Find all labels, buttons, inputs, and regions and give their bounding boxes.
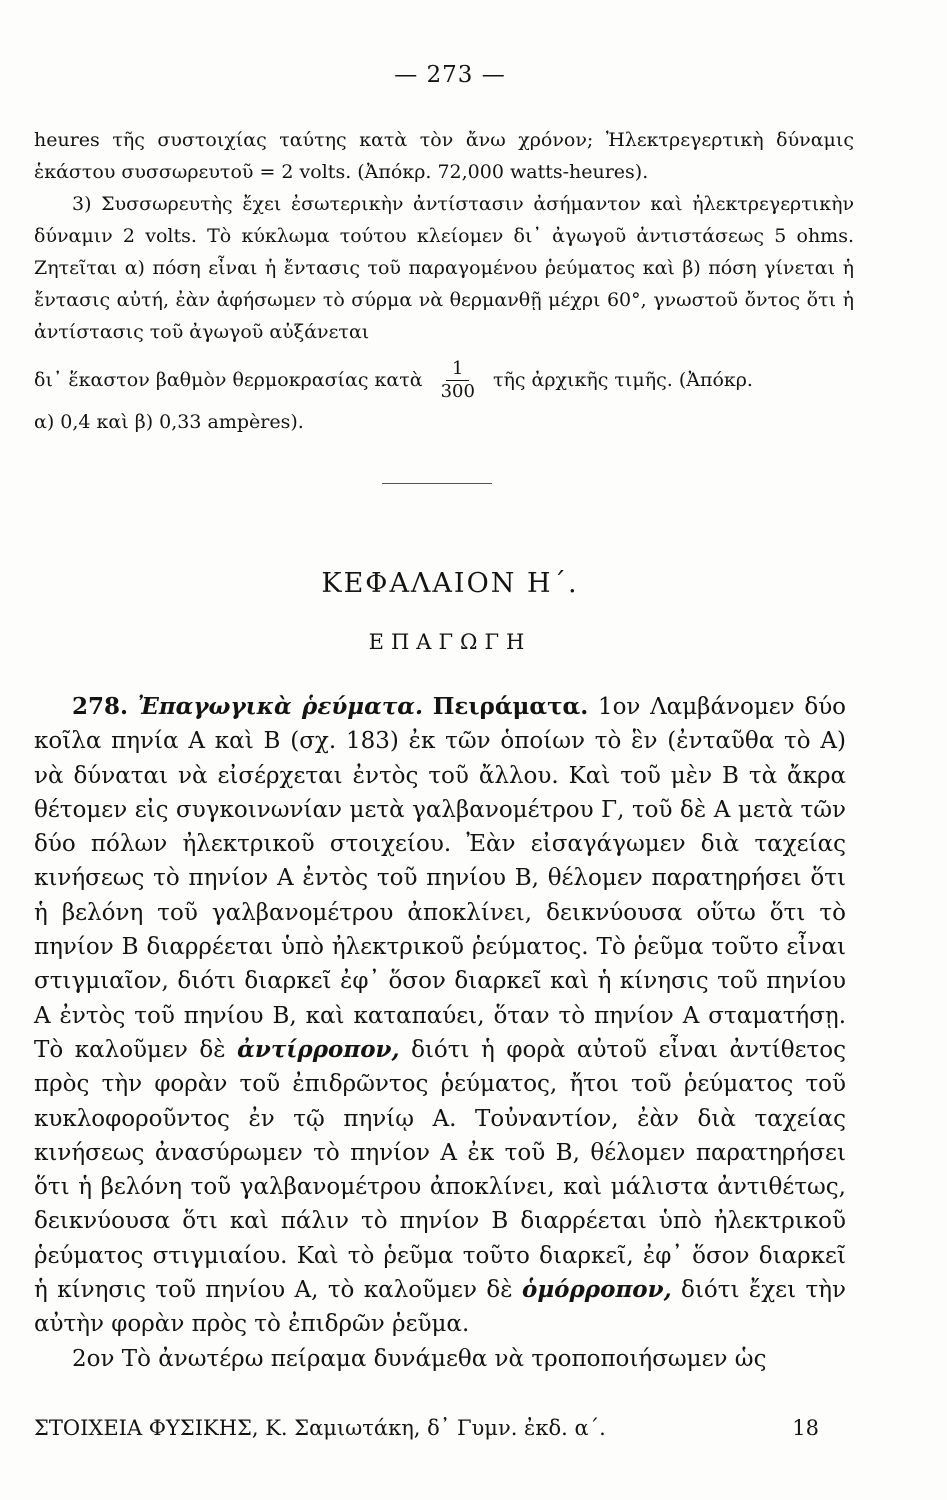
section-title: Ἐπαγωγικὰ ῥεύματα. [137, 693, 424, 720]
section-body [34, 690, 846, 1376]
section-divider [382, 483, 492, 484]
fraction [435, 358, 481, 403]
exercise-3-text: 3) Συσσωρευτὴς ἔχει ἐσωτερικὴν ἀντίστασιν ἀσήμαντον καὶ ἠλεκτρεγερτικὴν δύναμιν 2 volts. Τὸ κύκλωμα τούτου κλείομεν δι᾿ ἀγωγοῦ ἀντιστάσεως 5 ohms. Ζητεῖται α) πόση εἶναι ἡ ἔντασις τοῦ παραγομένου ῥεύματος καὶ β) πόση γίνεται ἡ ἔντασις αὐτή, ἐὰν ἀφήσωμεν τὸ σύρμα νὰ θερμανθῇ μέχρι 60°, γνωστοῦ ὄντος ὅτι ἡ ἀντίστασις τοῦ ἀγωγοῦ αὐξάνεται [34, 193, 854, 343]
fraction-preceding-text: δι᾿ ἕκαστον βαθμὸν θερμοκρασίας κατὰ [34, 369, 423, 391]
fraction-denominator: 300 [440, 380, 475, 402]
section-experiments-heading: Πειράματα. [432, 693, 589, 720]
footer-book-title: ΣΤΟΙΧΕΙΑ ΦΥΣΙΚΗΣ, Κ. Σαμιωτάκη, δ᾿ Γυμν. ἐκδ. α΄. [34, 1416, 606, 1440]
exercise-block [34, 124, 854, 438]
exercise-3-fraction-line [34, 354, 854, 406]
section-paragraph-1 [34, 690, 846, 1342]
paragraph-text-end: διότι ἔχει τὴν αὐτὴν φορὰν πρὸς τὸ ἐπιδρῶν ῥεῦμα. [34, 1277, 847, 1338]
exercise-2-ending: heures τῆς συστοιχίας ταύτης κατὰ τὸν ἄνω χρόνον; Ἠλεκτρεγερτικὴ δύναμις ἑκάστου συσσωρευτοῦ = 2 volts. (Ἀπόκρ. 72,000 watts-heures). [34, 129, 854, 183]
term-antirropon: ἀντίρροπον, [237, 1035, 400, 1063]
fraction-numerator: 1 [446, 358, 469, 381]
exercise-3-answer: α) 0,4 καὶ β) 0,33 ampères). [34, 411, 304, 433]
section-paragraph-2: 2ον Τὸ ἀνωτέρω πείραμα δυνάμεθα νὰ τροποποιήσωμεν ὡς [72, 1345, 767, 1372]
page-footer [34, 1416, 819, 1440]
chapter-subtitle: ΕΠΑΓΩΓΗ [368, 630, 532, 654]
chapter-title: ΚΕΦΑΛΑΙΟΝ Η΄. [321, 568, 579, 599]
page-number: — 273 — [394, 62, 506, 88]
term-omorropon: ὁμόρροπον, [522, 1276, 672, 1304]
paragraph-text-middle: διότι ἡ φορὰ αὐτοῦ εἶναι ἀντίθετος πρὸς τὴν φορὰν τοῦ ἐπιδρῶντος ῥεύματος, ἤτοι τοῦ ῥεύματος τοῦ κυκλοφοροῦντος ἐν τῷ πηνίῳ Α. Τοὐναντίον, ἐὰν διὰ ταχείας κινήσεως ἀνασύρωμεν τὸ πηνίον Α ἐκ τοῦ Β, θέλομεν παρατηρήσει ὅτι ἡ βελόνη τοῦ γαλβανομέτρου ἀποκλίνει, καὶ μάλιστα ἀντιθέτως, δεικνύουσα ὅτι καὶ πάλιν τὸ πηνίον Β διαρρέεται ὑπὸ ἠλεκτρικοῦ ῥεύματος στιγμιαίου. Καὶ τὸ ῥεῦμα τοῦτο διαρκεῖ, ἐφ᾿ ὅσον διαρκεῖ ἡ κίνησις τοῦ πηνίου Α, τὸ καλοῦμεν δὲ [34, 1036, 846, 1304]
paragraph-text-start: 1ον Λαμβάνομεν δύο κοῖλα πηνία Α καὶ Β (σχ. 183) ἐκ τῶν ὁποίων τὸ ἓν (ἐνταῦθα τὸ Α) νὰ δύναται νὰ εἰσέρχεται ἐντὸς τοῦ ἄλλου. Καὶ τοῦ μὲν Β τὰ ἄκρα θέτομεν εἰς συγκοινωνίαν μετὰ γαλβανομέτρου Γ, τοῦ δὲ Α μετὰ τῶν δύο πόλων ἠλεκτρικοῦ στοιχείου. Ἐὰν εἰσαγάγωμεν διὰ ταχείας κινήσεως τὸ πηνίον Α ἐντὸς τοῦ πηνίου Β, θέλομεν παρατηρήσει ὅτι ἡ βελόνη τοῦ γαλβανομέτρου ἀποκλίνει, δεικνύουσα οὕτω ὅτι τὸ πηνίον Β διαρρέεται ὑπὸ ἠλεκτρικοῦ ῥεύματος. Τὸ ῥεῦμα τοῦτο εἶναι στιγμιαῖον, διότι διαρκεῖ ἐφ᾿ ὅσον διαρκεῖ καὶ ἡ κίνησις τοῦ πηνίου Α ἐντὸς τοῦ πηνίου Β, καὶ καταπαύει, ὅταν τὸ πηνίον Α σταματήσῃ. Τὸ καλοῦμεν δὲ [34, 694, 847, 1063]
section-number: 278. [72, 693, 129, 720]
footer-signature: 18 [792, 1416, 819, 1440]
fraction-following-text: τῆς ἀρχικῆς τιμῆς. (Ἀπόκρ. [492, 369, 753, 391]
